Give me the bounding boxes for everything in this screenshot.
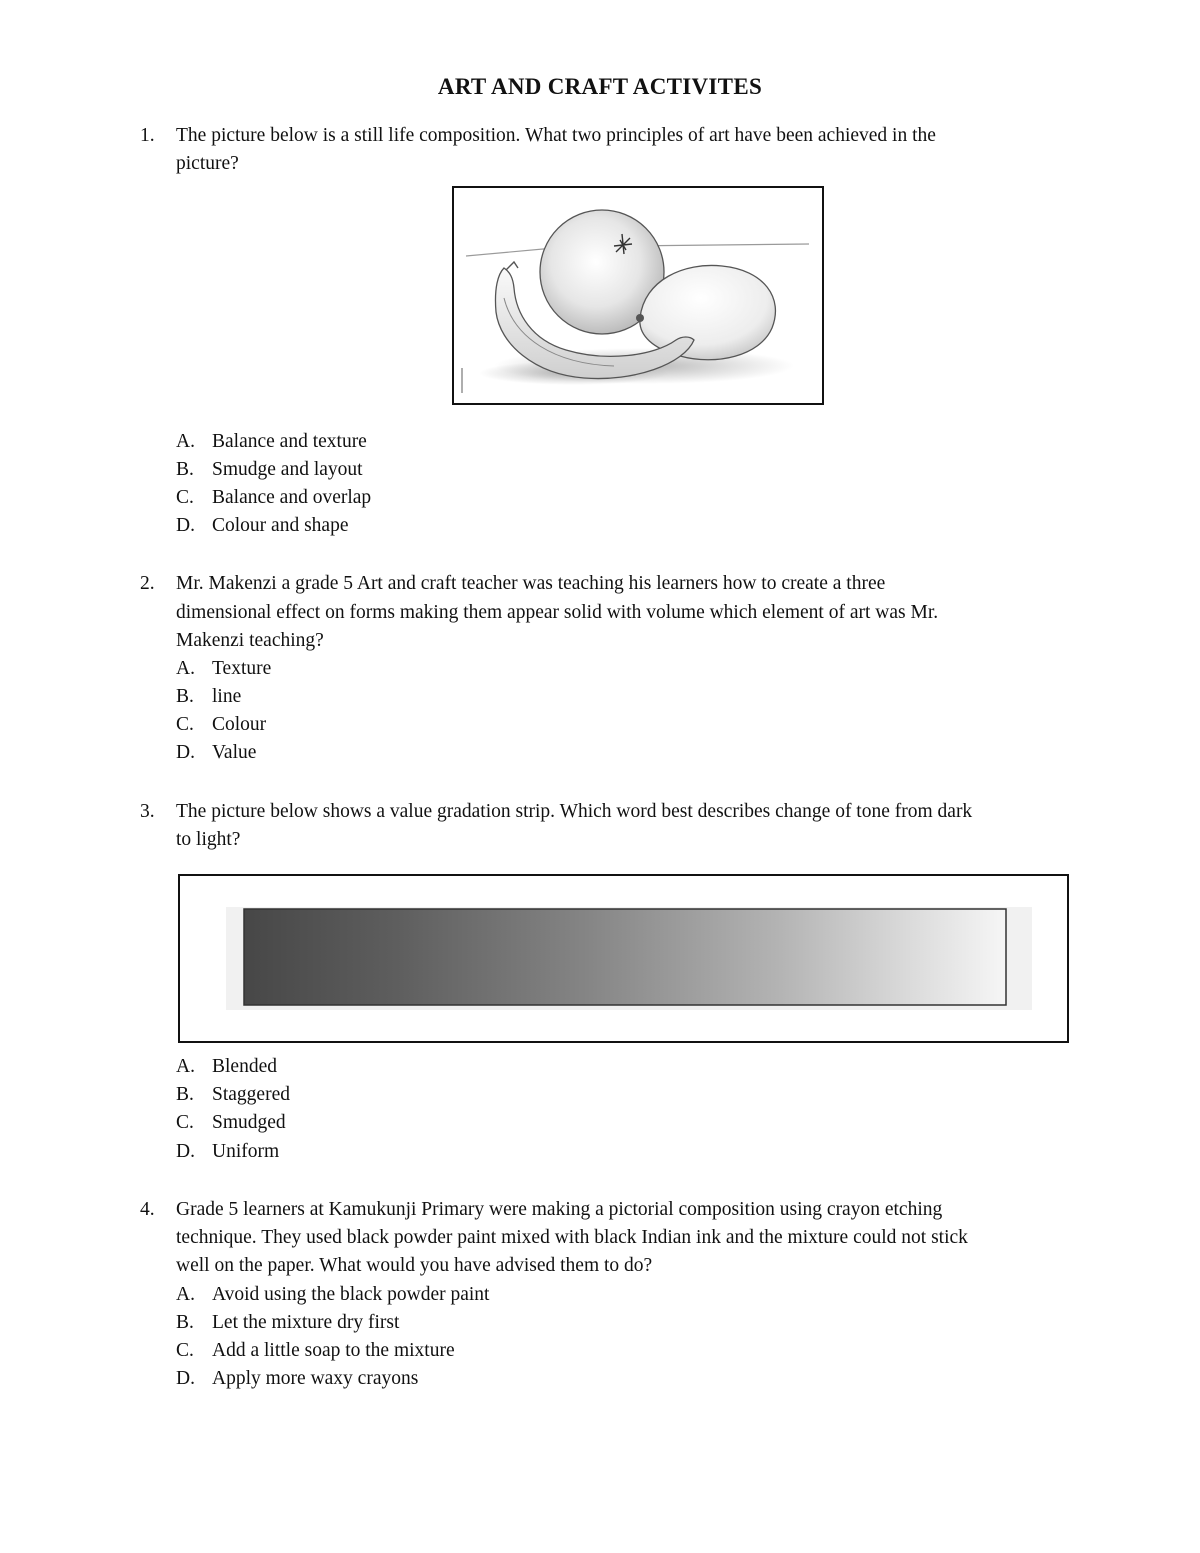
option-b[interactable] bbox=[176, 456, 363, 484]
option-a[interactable] bbox=[176, 1053, 277, 1081]
option-text: Colour bbox=[212, 714, 267, 735]
option-letter: A. bbox=[176, 1056, 195, 1077]
option-letter: B. bbox=[176, 686, 194, 707]
question-text-line: dimensional effect on forms making them appear solid with volume which element of art was Mr. bbox=[176, 602, 939, 623]
option-text: Let the mixture dry first bbox=[212, 1312, 400, 1333]
option-text: Smudged bbox=[212, 1112, 286, 1133]
option-text: Texture bbox=[212, 658, 272, 679]
question-text-line: Makenzi teaching? bbox=[176, 630, 324, 651]
page-title: ART AND CRAFT ACTIVITES bbox=[437, 74, 763, 99]
question-text-line: Mr. Makenzi a grade 5 Art and craft teacher was teaching his learners how to create a three bbox=[176, 573, 886, 594]
option-letter: B. bbox=[176, 459, 194, 480]
option-text: Staggered bbox=[212, 1084, 290, 1105]
option-a[interactable] bbox=[176, 428, 367, 456]
option-text: line bbox=[212, 686, 242, 707]
still-life-sketch bbox=[454, 188, 821, 402]
question-text-line: picture? bbox=[176, 153, 239, 174]
option-letter: A. bbox=[176, 431, 195, 452]
question-text-line: The picture below is a still life composition. What two principles of art have been achieved in the bbox=[176, 125, 936, 146]
option-text: Uniform bbox=[212, 1141, 280, 1162]
option-letter: B. bbox=[176, 1312, 194, 1333]
value-gradation-strip bbox=[180, 876, 1066, 1040]
option-text: Value bbox=[212, 742, 257, 763]
option-text: Apply more waxy crayons bbox=[212, 1368, 419, 1389]
option-text: Balance and texture bbox=[212, 431, 367, 452]
option-text: Blended bbox=[212, 1056, 277, 1077]
option-letter: D. bbox=[176, 1141, 195, 1162]
question-number: 4. bbox=[140, 1199, 155, 1220]
question-number: 1. bbox=[140, 125, 155, 146]
option-b[interactable] bbox=[176, 1081, 290, 1109]
option-d[interactable] bbox=[176, 739, 256, 767]
option-letter: B. bbox=[176, 1084, 194, 1105]
gradation-figure bbox=[178, 874, 1069, 1043]
still-life-figure bbox=[452, 186, 824, 405]
option-text: Balance and overlap bbox=[212, 487, 372, 508]
option-text: Avoid using the black powder paint bbox=[212, 1284, 490, 1305]
option-d[interactable] bbox=[176, 512, 348, 540]
question-text-line: well on the paper. What would you have advised them to do? bbox=[176, 1255, 653, 1276]
question-text-line: to light? bbox=[176, 829, 241, 850]
option-c[interactable] bbox=[176, 1337, 455, 1365]
option-a[interactable] bbox=[176, 1281, 489, 1309]
option-letter: D. bbox=[176, 742, 195, 763]
option-letter: C. bbox=[176, 487, 194, 508]
option-letter: A. bbox=[176, 658, 195, 679]
option-letter: C. bbox=[176, 1340, 194, 1361]
option-letter: C. bbox=[176, 1112, 194, 1133]
option-letter: D. bbox=[176, 1368, 195, 1389]
question-number: 3. bbox=[140, 801, 155, 822]
option-d[interactable] bbox=[176, 1138, 279, 1166]
option-letter: D. bbox=[176, 515, 195, 536]
option-c[interactable] bbox=[176, 1109, 286, 1137]
option-text: Smudge and layout bbox=[212, 459, 363, 480]
question-text-line: technique. They used black powder paint mixed with black Indian ink and the mixture could not stick bbox=[176, 1227, 968, 1248]
question-number: 2. bbox=[140, 573, 155, 594]
option-letter: C. bbox=[176, 714, 194, 735]
option-b[interactable] bbox=[176, 1309, 399, 1337]
option-c[interactable] bbox=[176, 711, 266, 739]
option-d[interactable] bbox=[176, 1365, 418, 1393]
question-text-line: The picture below shows a value gradation strip. Which word best describes change of tone from dark bbox=[176, 801, 973, 822]
option-c[interactable] bbox=[176, 484, 371, 512]
option-letter: A. bbox=[176, 1284, 195, 1305]
option-text: Colour and shape bbox=[212, 515, 349, 536]
option-text: Add a little soap to the mixture bbox=[212, 1340, 455, 1361]
option-a[interactable] bbox=[176, 655, 271, 683]
question-text-line: Grade 5 learners at Kamukunji Primary were making a pictorial composition using crayon etching bbox=[176, 1199, 943, 1220]
option-b[interactable] bbox=[176, 683, 241, 711]
